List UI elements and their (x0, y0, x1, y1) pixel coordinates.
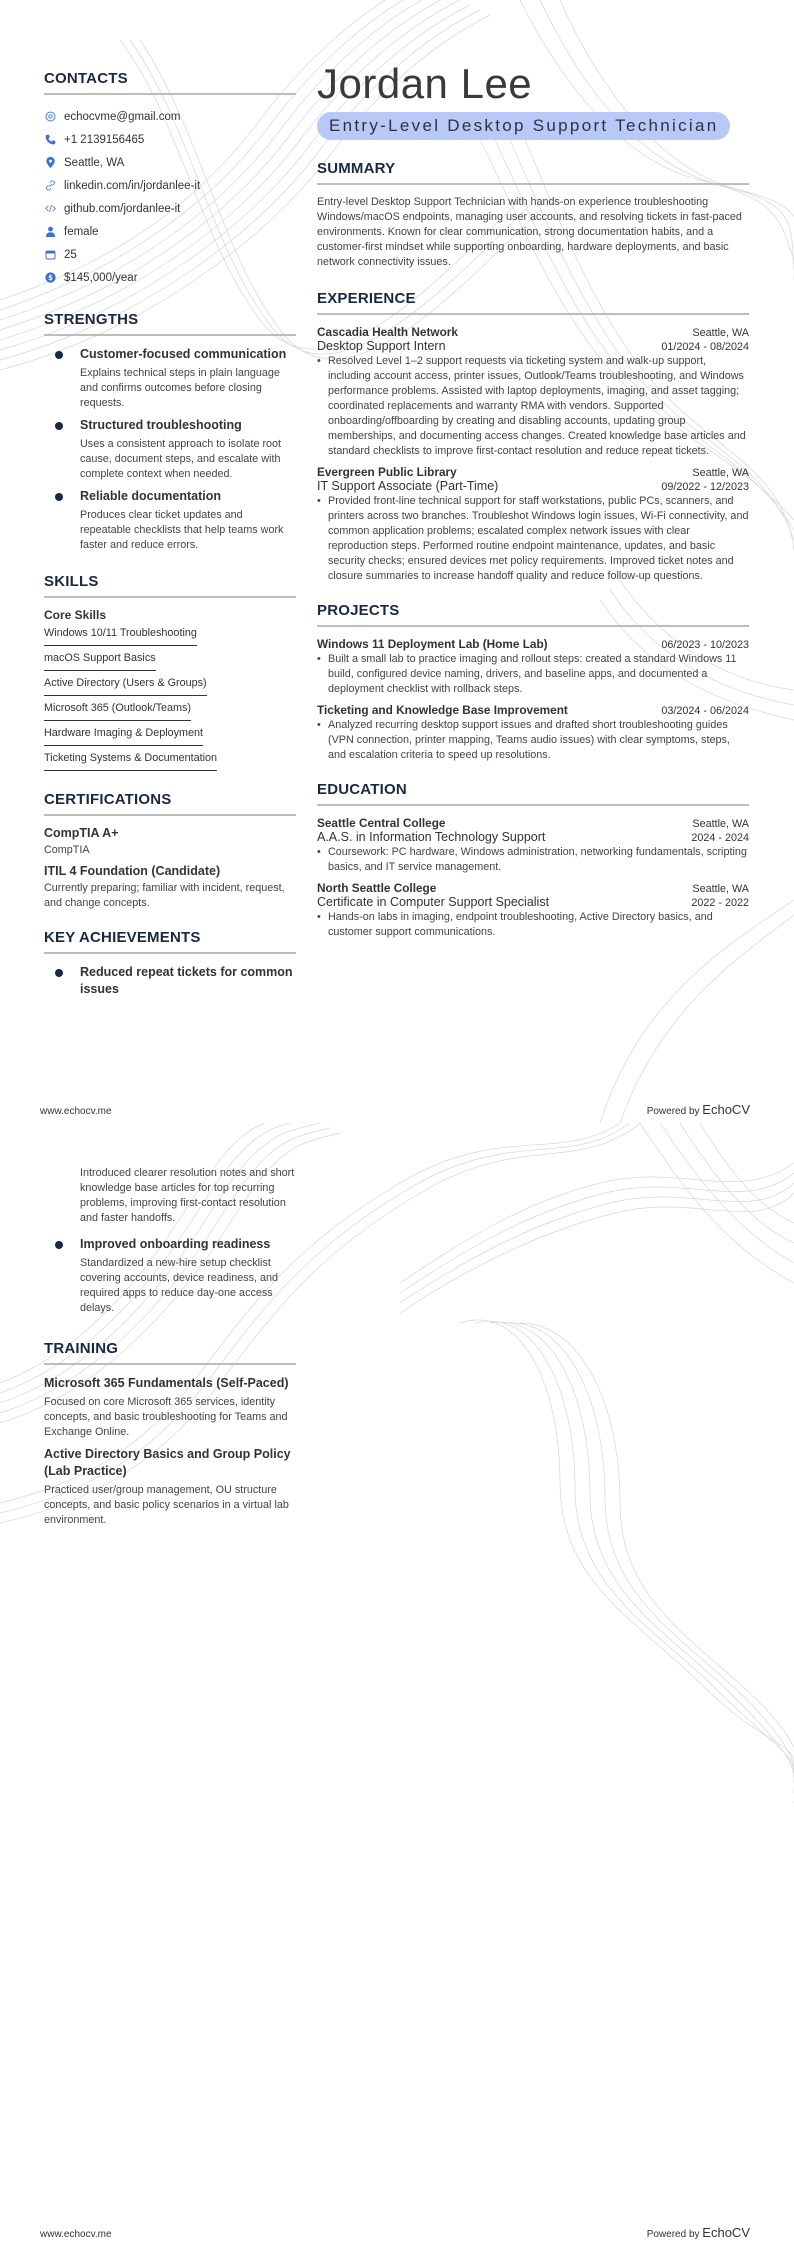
resume-page-2 (0, 1123, 794, 2246)
page-footer (40, 2225, 750, 2240)
contact-location (44, 151, 296, 174)
dollar-coin-icon (44, 271, 57, 284)
bullet-dot (55, 422, 63, 430)
contact-email[interactable] (44, 105, 296, 128)
employer-location: Seattle, WA (692, 467, 749, 479)
contact-phone[interactable] (44, 128, 296, 151)
section-title-contacts: CONTACTS (44, 70, 296, 95)
summary-text: Entry-level Desktop Support Technician with hands-on experience troubleshooting Windows/macOS endpoints, managing user accounts, and resolving tickets in fast-paced environments. Known for clear communication, strong documentation habits, and a customer-first mindset while supporting onboarding, hardware deployments, and basic network connectivity issues. (317, 196, 742, 268)
degree: Certificate in Computer Support Specialist (317, 895, 550, 909)
contact-location-text: Seattle, WA (64, 156, 125, 169)
page-footer (40, 1102, 750, 1117)
section-title-skills: SKILLS (44, 573, 296, 598)
footer-powered-by (647, 1102, 750, 1117)
skill-item: macOS Support Basics (44, 650, 156, 671)
left-column-continued (44, 1163, 296, 1534)
cert-name: CompTIA A+ (44, 826, 119, 840)
strength-item (44, 417, 296, 482)
education-entry (317, 816, 749, 875)
section-title-certifications: CERTIFICATIONS (44, 791, 296, 816)
job-title: Desktop Support Intern (317, 339, 446, 353)
education-dates: 2024 - 2024 (691, 832, 749, 844)
school-name: Seattle Central College (317, 816, 446, 830)
cert-issuer: CompTIA (44, 844, 90, 856)
contact-salary-text: $145,000/year (64, 271, 138, 284)
achievement-item (44, 964, 296, 998)
section-title-achievements: KEY ACHIEVEMENTS (44, 929, 296, 954)
right-column (317, 60, 749, 946)
cert-name: ITIL 4 Foundation (Candidate) (44, 864, 221, 878)
candidate-name: Jordan Lee (317, 60, 533, 107)
strength-title: Reliable documentation (80, 489, 221, 503)
projects-section (317, 602, 749, 763)
code-icon (44, 202, 57, 215)
role-badge: Entry-Level Desktop Support Technician (317, 112, 730, 140)
education-dates: 2022 - 2022 (691, 897, 749, 909)
education-description: • Coursework: PC hardware, Windows administration, networking fundamentals, scripting basics, and IT service management. (317, 845, 749, 875)
footer-website-link[interactable]: www.echocv.me (40, 2229, 112, 2240)
training-name: Active Directory Basics and Group Policy (Lab Practice) (44, 1447, 291, 1478)
project-dates: 03/2024 - 06/2024 (661, 705, 749, 717)
experience-section (317, 290, 749, 584)
contact-gender (44, 220, 296, 243)
location-pin-icon (44, 156, 57, 169)
contact-github[interactable] (44, 197, 296, 220)
contact-age (44, 243, 296, 266)
skill-item: Microsoft 365 (Outlook/Teams) (44, 700, 191, 721)
powered-by-label: Powered by (646, 1106, 700, 1117)
achievement-title: Improved onboarding readiness (80, 1237, 271, 1251)
experience-entry (317, 325, 749, 459)
project-name: Windows 11 Deployment Lab (Home Lab) (317, 637, 548, 651)
training-desc: Focused on core Microsoft 365 services, identity concepts, and basic troubleshooting for Teams and Exchange Online. (44, 1396, 288, 1438)
achievement-item (44, 1236, 296, 1316)
degree: A.A.S. in Information Technology Support (317, 830, 546, 844)
contact-linkedin-text: linkedin.com/in/jordanlee-it (64, 179, 201, 192)
strength-title: Structured troubleshooting (80, 418, 242, 432)
svg-text:$: $ (48, 273, 53, 282)
skill-item: Hardware Imaging & Deployment (44, 725, 203, 746)
contact-phone-text: +1 2139156465 (64, 133, 145, 146)
education-section (317, 781, 749, 940)
strength-item (44, 488, 296, 553)
skills-section (44, 573, 296, 775)
school-location: Seattle, WA (692, 818, 749, 830)
project-description: • Built a small lab to practice imaging and rollout steps: created a standard Windows 11 build, configured device naming, drivers, and baseline apps, and documented a deployment checklist with rollback steps. (317, 652, 749, 697)
school-name: North Seattle College (317, 881, 437, 895)
calendar-icon (44, 248, 57, 261)
link-icon (44, 179, 57, 192)
section-title-education: EDUCATION (317, 781, 749, 806)
contact-age-text: 25 (64, 248, 77, 261)
employer-location: Seattle, WA (692, 327, 749, 339)
project-name: Ticketing and Knowledge Base Improvement (317, 703, 568, 717)
project-description: • Analyzed recurring desktop support issues and drafted short troubleshooting guides (VPN connection, printer mapping, Teams audio issues) with clear symptoms, steps, and escalation criteria to speed up resolutions. (317, 718, 749, 763)
section-title-projects: PROJECTS (317, 602, 749, 627)
achievement-title: Reduced repeat tickets for common issues (80, 965, 293, 996)
job-description: • Resolved Level 1–2 support requests via ticketing system and walk-up support, including account access, printer issues, Outlook/Teams troubleshooting, and Windows performance problems. Assisted with laptop deployments, imaging, and asset tagging; coordinated replacements and warranty RMA with vendors. Supported onboarding/offboarding by creating and disabling accounts, updating group memberships, and documenting access changes. Created knowledge base articles and standard checklists to improve first-contact resolution and reduce repeat tickets. (317, 354, 749, 459)
project-entry (317, 637, 749, 697)
training-name: Microsoft 365 Fundamentals (Self-Paced) (44, 1376, 289, 1390)
skill-item: Active Directory (Users & Groups) (44, 675, 207, 696)
strength-desc: Explains technical steps in plain language and confirms outcomes before closing requests. (80, 367, 280, 409)
bullet-dot (55, 1241, 63, 1249)
skills-group-title: Core Skills (44, 608, 107, 622)
bullet-dot (55, 493, 63, 501)
footer-website-link[interactable]: www.echocv.me (40, 1106, 112, 1117)
contacts-section (44, 70, 296, 289)
education-entry (317, 881, 749, 940)
brand-name: EchoCV (702, 2225, 750, 2240)
job-dates: 01/2024 - 08/2024 (661, 341, 749, 353)
cert-note: Currently preparing; familiar with incident, request, and change concepts. (44, 882, 285, 909)
bullet-dot (55, 969, 63, 977)
strength-desc: Uses a consistent approach to isolate root cause, document steps, and escalate with complete context when needed. (80, 438, 282, 480)
training-desc: Practiced user/group management, OU structure concepts, and basic policy scenarios in a virtual lab environment. (44, 1484, 289, 1526)
contact-gender-text: female (64, 225, 99, 238)
contact-salary (44, 266, 296, 289)
contact-email-text: echocvme@gmail.com (64, 110, 181, 123)
experience-entry (317, 465, 749, 584)
section-title-experience: EXPERIENCE (317, 290, 749, 315)
strength-item (44, 346, 296, 411)
skills-list (44, 625, 296, 775)
school-location: Seattle, WA (692, 883, 749, 895)
contact-linkedin[interactable] (44, 174, 296, 197)
bullet-dot (55, 351, 63, 359)
phone-icon (44, 133, 57, 146)
training-section (44, 1340, 296, 1528)
achievements-section (44, 929, 296, 998)
job-dates: 09/2022 - 12/2023 (661, 481, 749, 493)
certifications-section (44, 791, 296, 911)
job-title: IT Support Associate (Part-Time) (317, 479, 499, 493)
project-dates: 06/2023 - 10/2023 (661, 639, 749, 651)
person-icon (44, 225, 57, 238)
job-description: • Provided front-line technical support for staff workstations, public PCs, scanners, and printers across two branches. Troubleshot Windows login issues, Wi-Fi connectivity, and common application problems; escalated complex network issues with clear reproduction steps. Performed routine endpoint maintenance, updates, and basic security checks; ensured devices met policy requirements. Improved ticket notes and closure summaries to increase handoff quality and reduce follow-up questions. (317, 494, 749, 584)
strengths-section (44, 311, 296, 553)
left-column (44, 70, 296, 1004)
footer-powered-by (647, 2225, 750, 2240)
strength-title: Customer-focused communication (80, 347, 287, 361)
achievement-desc: Standardized a new-hire setup checklist covering accounts, device readiness, and required apps to reduce day-one access delays. (80, 1257, 279, 1314)
project-entry (317, 703, 749, 763)
skill-item: Windows 10/11 Troubleshooting (44, 625, 197, 646)
employer-name: Cascadia Health Network (317, 325, 458, 339)
strength-desc: Produces clear ticket updates and repeatable checklists that help teams work faster and reduce errors. (80, 509, 284, 551)
at-icon (44, 110, 57, 123)
section-title-training: TRAINING (44, 1340, 296, 1365)
achievement-desc: Introduced clearer resolution notes and short knowledge base articles for top recurring problems, improving first-contact resolution and faster handoffs. (80, 1167, 295, 1224)
powered-by-label: Powered by (646, 2229, 700, 2240)
education-description: • Hands-on labs in imaging, endpoint troubleshooting, Active Directory basics, and customer support communications. (317, 910, 749, 940)
section-title-summary: SUMMARY (317, 160, 749, 185)
skill-item: Ticketing Systems & Documentation (44, 750, 217, 771)
achievement-item-continued (44, 1166, 296, 1226)
contact-github-text: github.com/jordanlee-it (64, 202, 181, 215)
employer-name: Evergreen Public Library (317, 465, 457, 479)
summary-section (317, 160, 749, 270)
brand-name: EchoCV (702, 1102, 750, 1117)
section-title-strengths: STRENGTHS (44, 311, 296, 336)
